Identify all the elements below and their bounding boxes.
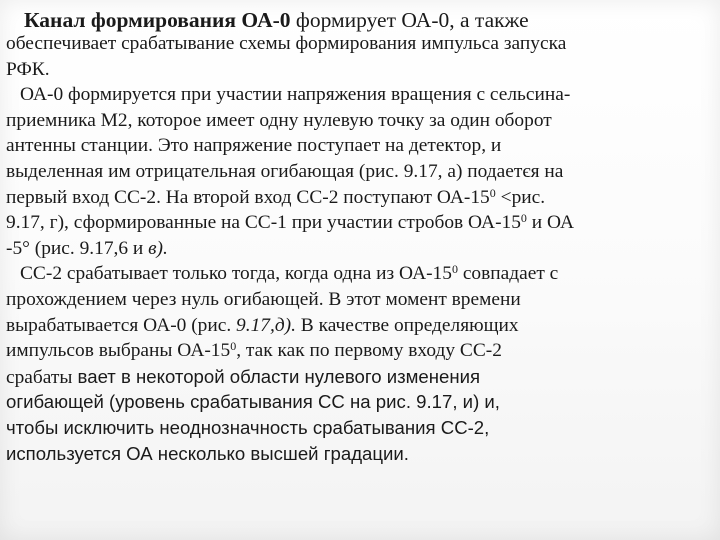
text-line-14-a: импульсов выбраны ОА-15 [6,340,231,362]
text-line-13-b: В качестве определяющих [295,314,519,336]
text-line-9-a: 9.17, г), сформированные на СС-1 при участии стробов ОА-15 [6,212,521,234]
heading-bold: Канал формирования ОА-0 [24,8,291,32]
superscript-degree: 0 [489,185,496,200]
text-line-7: выделенная им отрицательная огибающая (рис. 9.17, а) подаетєя на [6,160,564,182]
text-line-16: огибающей (уровень срабатывания СС на рис. 9.17, и) и, [6,391,500,413]
text-line-2: обеспечивает срабатывание схемы формирования импульса запуска [6,33,567,54]
text-line-3: РФК. [6,58,50,80]
text-line-10-italic: в). [148,237,168,259]
text-line-15 [6,364,712,390]
text-line-8 [6,185,712,211]
text-line-12: прохождением через нуль огибающей. В этот момент времени [6,288,521,310]
text-line-15-a: срабаты [6,366,73,388]
text-line-6: антенны станции. Это напряжение поступает на детектор, и [6,135,502,157]
body-text [6,4,712,467]
text-line-4: ОА-0 формируется при участии напряжения вращения с сельсина- [20,84,571,106]
text-line-8-b: <рис. [495,186,546,208]
text-line-11-b: совпадает с [457,263,559,285]
text-line-13 [6,313,712,339]
text-line-17: чтобы исключить неоднозначность срабатывания СС-2, [6,417,490,439]
text-line-14 [6,338,712,364]
text-line-11 [6,261,712,287]
text-line-9-b: и ОА [526,212,575,234]
text-line-13-italic: 9.17,д). [236,314,296,336]
superscript-degree: 0 [230,338,237,353]
heading-line [6,4,712,31]
text-line-14-b: , так как по первому входу СС-2 [236,340,502,362]
text-line-9 [6,210,712,236]
superscript-degree: 0 [520,210,527,225]
heading-rest: формирует ОА-0, а также [290,8,529,32]
text-line-8-a: первый вход СС-2. На второй вход СС-2 поступают ОА-15 [6,186,490,208]
superscript-degree: 0 [451,262,458,277]
text-line-10 [6,236,712,262]
text-line-5: приемника М2, которое имеет одну нулевую точку за один оборот [6,109,552,131]
text-line-15-b: вает в некоторой области нулевого изменения [72,365,481,387]
text-line-18: используется ОА несколько высшей градации. [6,442,409,464]
text-line-10-a: -5° (рис. 9.17,6 и [6,237,149,259]
text-line-13-a: вырабатывается ОА-0 (рис. [6,314,237,336]
text-line-11-a: СС-2 срабатывает только тогда, когда одна из ОА-15 [20,263,452,285]
